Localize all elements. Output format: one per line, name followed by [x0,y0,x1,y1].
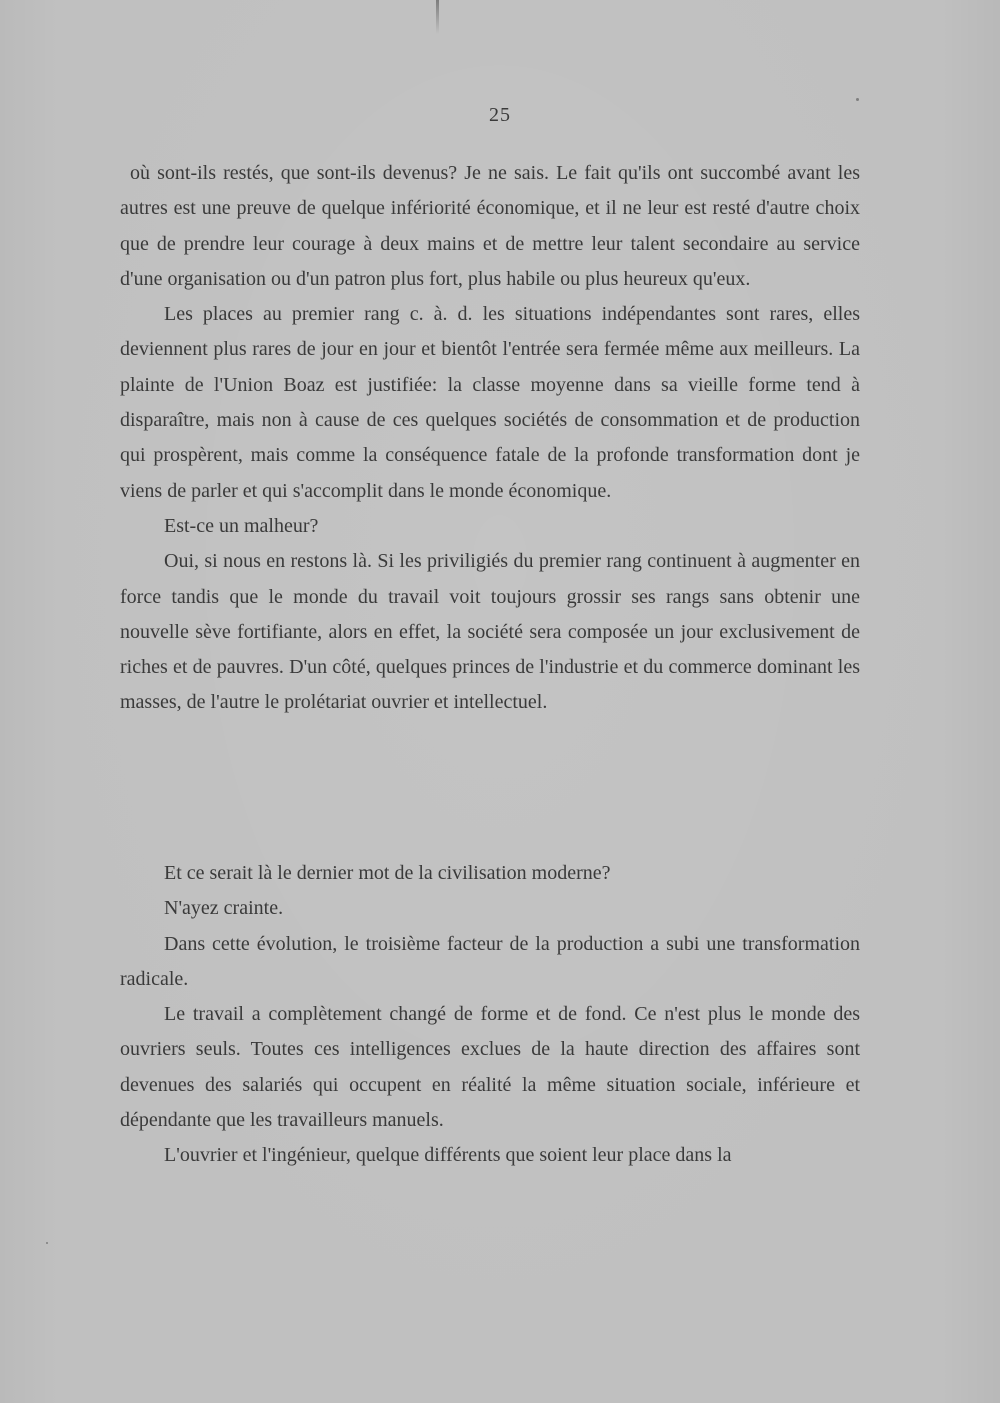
paper-crease-mark [436,0,439,34]
paragraph: Oui, si nous en restons là. Si les priviligiés du premier rang continuent à augmenter en force tandis que le monde du travail voit toujours grossir ses rangs sans obtenir une nouvelle sève fortifiante, alors en effet, la société sera composée un jour exclusivement de riches et de pauvres. D'un côté, quelques princes de l'industrie et du commerce dominant les masses, de l'autre le prolétariat ouvrier et intellectuel. [120,550,860,714]
paragraph: Le travail a complètement changé de forme et de fond. Ce n'est plus le monde des ouvriers seuls. Toutes ces intelligences exclues de la haute direction des affaires sont devenues des salariés qui occupent en réalité la même situation sociale, inférieure et dépendante que les travailleurs manuels. [120,1003,860,1132]
page-number: 25 [489,104,511,126]
paper-speck [856,98,859,101]
paper-speck [46,1242,48,1244]
paragraph: Et ce serait là le dernier mot de la civilisation moderne? [164,862,611,884]
paragraph: Dans cette évolution, le troisième facteur de la production a subi une transformation radicale. [120,932,860,990]
paragraph: L'ouvrier et l'ingénieur, quelque différents que soient leur place dans la [164,1144,732,1167]
text-block-upper [120,156,860,721]
paragraph: N'ayez crainte. [164,897,284,920]
paragraph: Les places au premier rang c. à. d. les situations indépendantes sont rares, elles deviennent plus rares de jour en jour et bientôt l'entrée sera fermée même aux meilleurs. La plainte de l'Union Boaz est justifiée: la classe moyenne dans sa vieille forme tend à disparaître, mais non à cause de ces quelques sociétés de consommation et de production qui prospèrent, mais comme la conséquence fatale de la profonde transformation dont je viens de parler et qui s'accomplit dans le monde économique. [120,303,860,502]
text-block-lower [120,856,860,1174]
paragraph: Est-ce un malheur? [164,514,319,537]
paragraph-continued: où sont-ils restés, que sont-ils devenus? Je ne sais. Le fait qu'ils ont succombé avant les autres est une preuve de quelque infériorité économique, et il ne leur est resté d'autre choix que de prendre leur courage à deux mains et de mettre leur talent secondaire au service d'une organisation ou d'un patron plus fort, plus habile ou plus heureux qu'eux. [120,162,860,290]
